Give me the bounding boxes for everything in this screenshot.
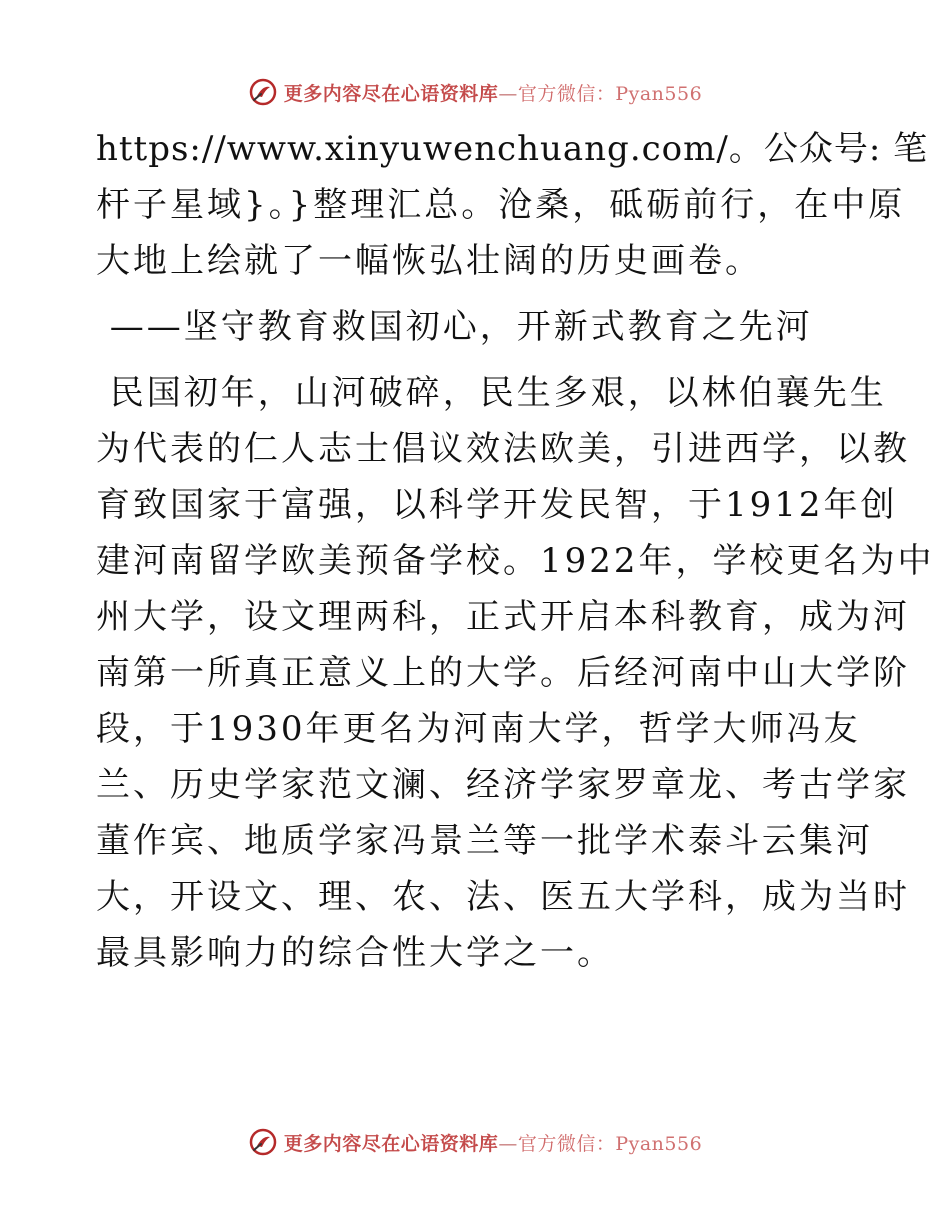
text-line: 为代表的仁人志士倡议效法欧美，引进西学，以教 bbox=[96, 429, 910, 469]
text-line: 杆子星域}。}整理汇总。沧桑，砥砺前行，在中原 bbox=[96, 185, 906, 225]
document-body bbox=[96, 121, 935, 981]
banner-wechat-id: Pyan556 bbox=[615, 1132, 703, 1155]
text-line: 段，于1930年更名为河南大学，哲学大师冯友 bbox=[96, 709, 861, 749]
footer-banner bbox=[0, 1122, 950, 1162]
text-line: 最具影响力的综合性大学之一。 bbox=[96, 933, 614, 973]
banner-wechat-id: Pyan556 bbox=[615, 82, 703, 105]
text-line: 育致国家于富强，以科学开发民智，于1912年创 bbox=[96, 485, 898, 525]
text-line: 南第一所真正意义上的大学。后经河南中山大学阶 bbox=[96, 653, 910, 693]
text-line: 建河南留学欧美预备学校。1922年，学校更名为中 bbox=[96, 541, 935, 581]
text-line: 兰、历史学家范文澜、经济学家罗章龙、考古学家 bbox=[96, 765, 910, 805]
banner-text bbox=[284, 79, 702, 106]
brand-logo-icon bbox=[248, 1127, 278, 1157]
text-line: https://www.xinyuwenchuang.com/。公众号: 笔 bbox=[96, 129, 929, 169]
banner-official: 官方微信： bbox=[517, 1132, 616, 1155]
banner-highlight: 更多内容尽在心语资料库 bbox=[283, 1132, 499, 1155]
text-line: 民国初年，山河破碎，民生多艰，以林伯襄先生 bbox=[96, 373, 887, 413]
banner-official: 官方微信： bbox=[517, 82, 616, 105]
header-banner bbox=[0, 72, 950, 112]
text-line: 大，开设文、理、农、法、医五大学科，成为当时 bbox=[96, 877, 910, 917]
banner-text bbox=[284, 1129, 702, 1156]
text-line: 大地上绘就了一幅恢弘壮阔的历史画卷。 bbox=[96, 241, 762, 281]
brand-logo-icon bbox=[248, 77, 278, 107]
banner-separator: — bbox=[498, 82, 518, 105]
banner-highlight: 更多内容尽在心语资料库 bbox=[283, 82, 499, 105]
banner-separator: — bbox=[498, 1132, 518, 1155]
section-heading: ——坚守教育救国初心，开新式教育之先河 bbox=[96, 307, 813, 347]
text-line: 董作宾、地质学家冯景兰等一批学术泰斗云集河 bbox=[96, 821, 873, 861]
text-line: 州大学，设文理两科，正式开启本科教育，成为河 bbox=[96, 597, 910, 637]
